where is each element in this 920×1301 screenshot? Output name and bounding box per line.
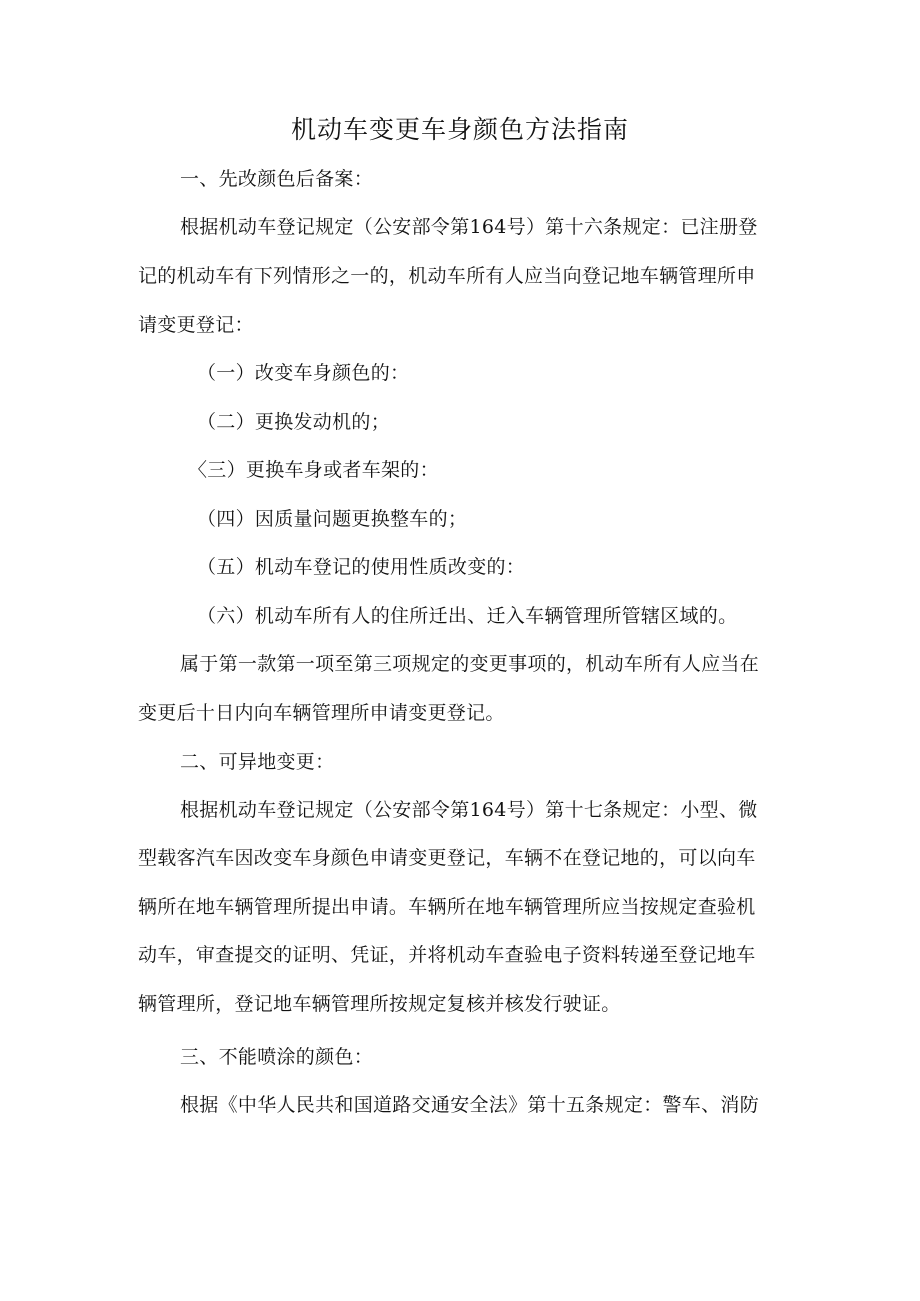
document-title: 机动车变更车身颜色方法指南 [290,115,629,144]
paragraph-line: 属于第一款第一项至第三项规定的变更事项的，机动车所有人应当在 [180,653,760,675]
paragraph-line: 变更后十日内向车辆管理所申请变更登记。 [138,702,505,724]
paragraph-line: 型载客汽车因改变车身颜色申请变更登记，车辆不在登记地的，可以向车 [138,847,756,869]
paragraph-line: 根据《中华人民共和国道路交通安全法》第十五条规定：警车、消防 [180,1094,760,1116]
paragraph-line: 动车，审查提交的证明、凭证，并将机动车查验电子资料转递至登记地车 [138,944,756,966]
list-item: （四）因质量问题更换整车的； [197,508,468,530]
section-heading-1: 一、先改颜色后备案： [180,168,374,190]
list-item: 〈三）更换车身或者车架的： [188,459,439,481]
section-heading-2: 二、可异地变更： [180,751,335,773]
paragraph-line: 根据机动车登记规定（公安部令第164号）第十六条规定：已注册登 [180,216,758,238]
paragraph-line: 请变更登记： [138,314,254,336]
paragraph-line: 根据机动车登记规定（公安部令第164号）第十七条规定：小型、微 [180,799,758,821]
list-item: （二）更换发动机的； [197,411,391,433]
list-item: （一）改变车身颜色的： [197,362,410,384]
section-heading-3: 三、不能喷涂的颜色： [180,1046,374,1068]
paragraph-line: 记的机动车有下列情形之一的，机动车所有人应当向登记地车辆管理所申 [138,265,756,287]
list-item: （六）机动车所有人的住所迁出、迁入车辆管理所管辖区域的。 [197,605,738,627]
paragraph-line: 辆管理所，登记地车辆管理所按规定复核并核发行驶证。 [138,993,621,1015]
list-item: （五）机动车登记的使用性质改变的： [197,556,526,578]
paragraph-line: 辆所在地车辆管理所提出申请。车辆所在地车辆管理所应当按规定查验机 [138,896,756,918]
